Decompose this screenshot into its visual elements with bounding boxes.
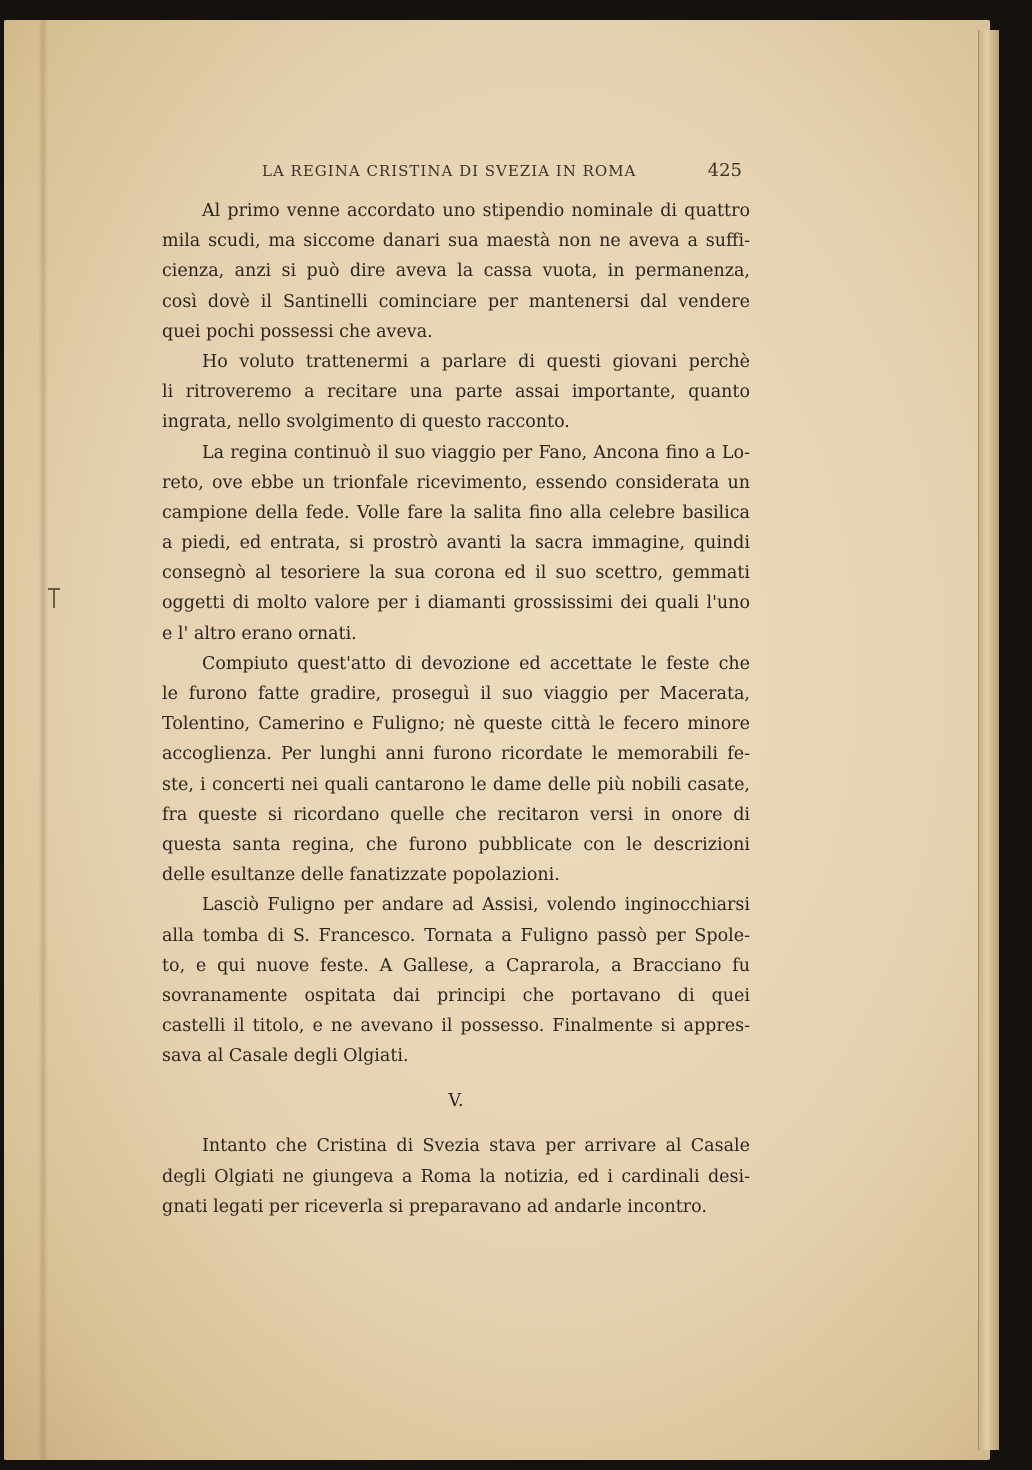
text-line: sovranamente ospitata dai principi che portavano di quei xyxy=(162,985,750,1006)
text-line: ste, i concerti nei quali cantarono le dame delle più nobili casate, xyxy=(162,774,750,795)
text-line: La regina continuò il suo viaggio per Fano, Ancona fino a Lo- xyxy=(202,442,750,463)
text-line: e l' altro erano ornati. xyxy=(162,623,357,644)
text-line: campione della fede. Volle fare la salita fino alla celebre basilica xyxy=(162,502,750,523)
text-line: accoglienza. Per lunghi anni furono ricordate le memorabili fe- xyxy=(162,744,750,765)
text-line: cienza, anzi si può dire aveva la cassa vuota, in permanenza, xyxy=(162,261,750,282)
text-line: consegnò al tesoriere la sua corona ed il suo scettro, gemmati xyxy=(162,563,750,584)
text-line: così dovè il Santinelli cominciare per mantenersi dal vendere xyxy=(162,291,750,312)
text-line: questa santa regina, che furono pubblicate con le descrizioni xyxy=(162,834,750,855)
text-line: fra queste si ricordano quelle che recitaron versi in onore di xyxy=(162,804,750,825)
text-line: degli Olgiati ne giungeva a Roma la notizia, ed i cardinali desi- xyxy=(162,1166,750,1187)
running-title: LA REGINA CRISTINA DI SVEZIA IN ROMA xyxy=(262,162,637,180)
text-line: li ritroveremo a recitare una parte assai importante, quanto xyxy=(162,382,750,403)
text-line: sava al Casale degli Olgiati. xyxy=(162,1046,409,1067)
text-line: Ho voluto trattenermi a parlare di questi giovani perchè xyxy=(202,351,750,372)
text-line: a piedi, ed entrata, si prostrò avanti la sacra immagine, quindi xyxy=(162,533,750,554)
running-header xyxy=(262,162,742,186)
gutter-fold xyxy=(38,20,48,1460)
text-line: mila scudi, ma siccome danari sua maestà non ne aveva a suffi- xyxy=(162,231,750,252)
text-line: oggetti di molto valore per i diamanti grossissimi dei quali l'uno xyxy=(162,593,750,614)
text-line: le furono fatte gradire, proseguì il suo viaggio per Macerata, xyxy=(162,684,750,704)
text-line: ingrata, nello svolgimento di questo racconto. xyxy=(162,412,570,433)
text-line: Intanto che Cristina di Svezia stava per arrivare al Casale xyxy=(202,1136,750,1157)
margin-mark xyxy=(53,590,55,608)
text-line: to, e qui nuove feste. A Gallese, a Caprarola, a Bracciano fu xyxy=(162,955,750,976)
text-line: Compiuto quest'atto di devozione ed accettate le feste che xyxy=(202,653,750,674)
page-number: 425 xyxy=(707,160,742,181)
text-line: gnati legati per riceverla si preparavano ad andarle incontro. xyxy=(162,1196,707,1217)
section-heading: V. xyxy=(448,1091,464,1112)
body-text xyxy=(162,196,750,1222)
text-line: alla tomba di S. Francesco. Tornata a Fuligno passò per Spole- xyxy=(162,925,750,946)
text-line: delle esultanze delle fanatizzate popolazioni. xyxy=(162,865,560,886)
text-line: Tolentino, Camerino e Fuligno; nè queste città le fecero minore xyxy=(162,714,750,735)
text-line: castelli il titolo, e ne avevano il possesso. Finalmente si appres- xyxy=(162,1016,750,1037)
text-line: Al primo venne accordato uno stipendio nominale di quattro xyxy=(202,201,750,221)
page-edge xyxy=(978,30,999,1450)
text-line: quei pochi possessi che aveva. xyxy=(162,321,433,342)
text-line: reto, ove ebbe un trionfale ricevimento, essendo considerata un xyxy=(162,472,750,493)
text-line: Lasciò Fuligno per andare ad Assisi, volendo inginocchiarsi xyxy=(202,895,750,916)
